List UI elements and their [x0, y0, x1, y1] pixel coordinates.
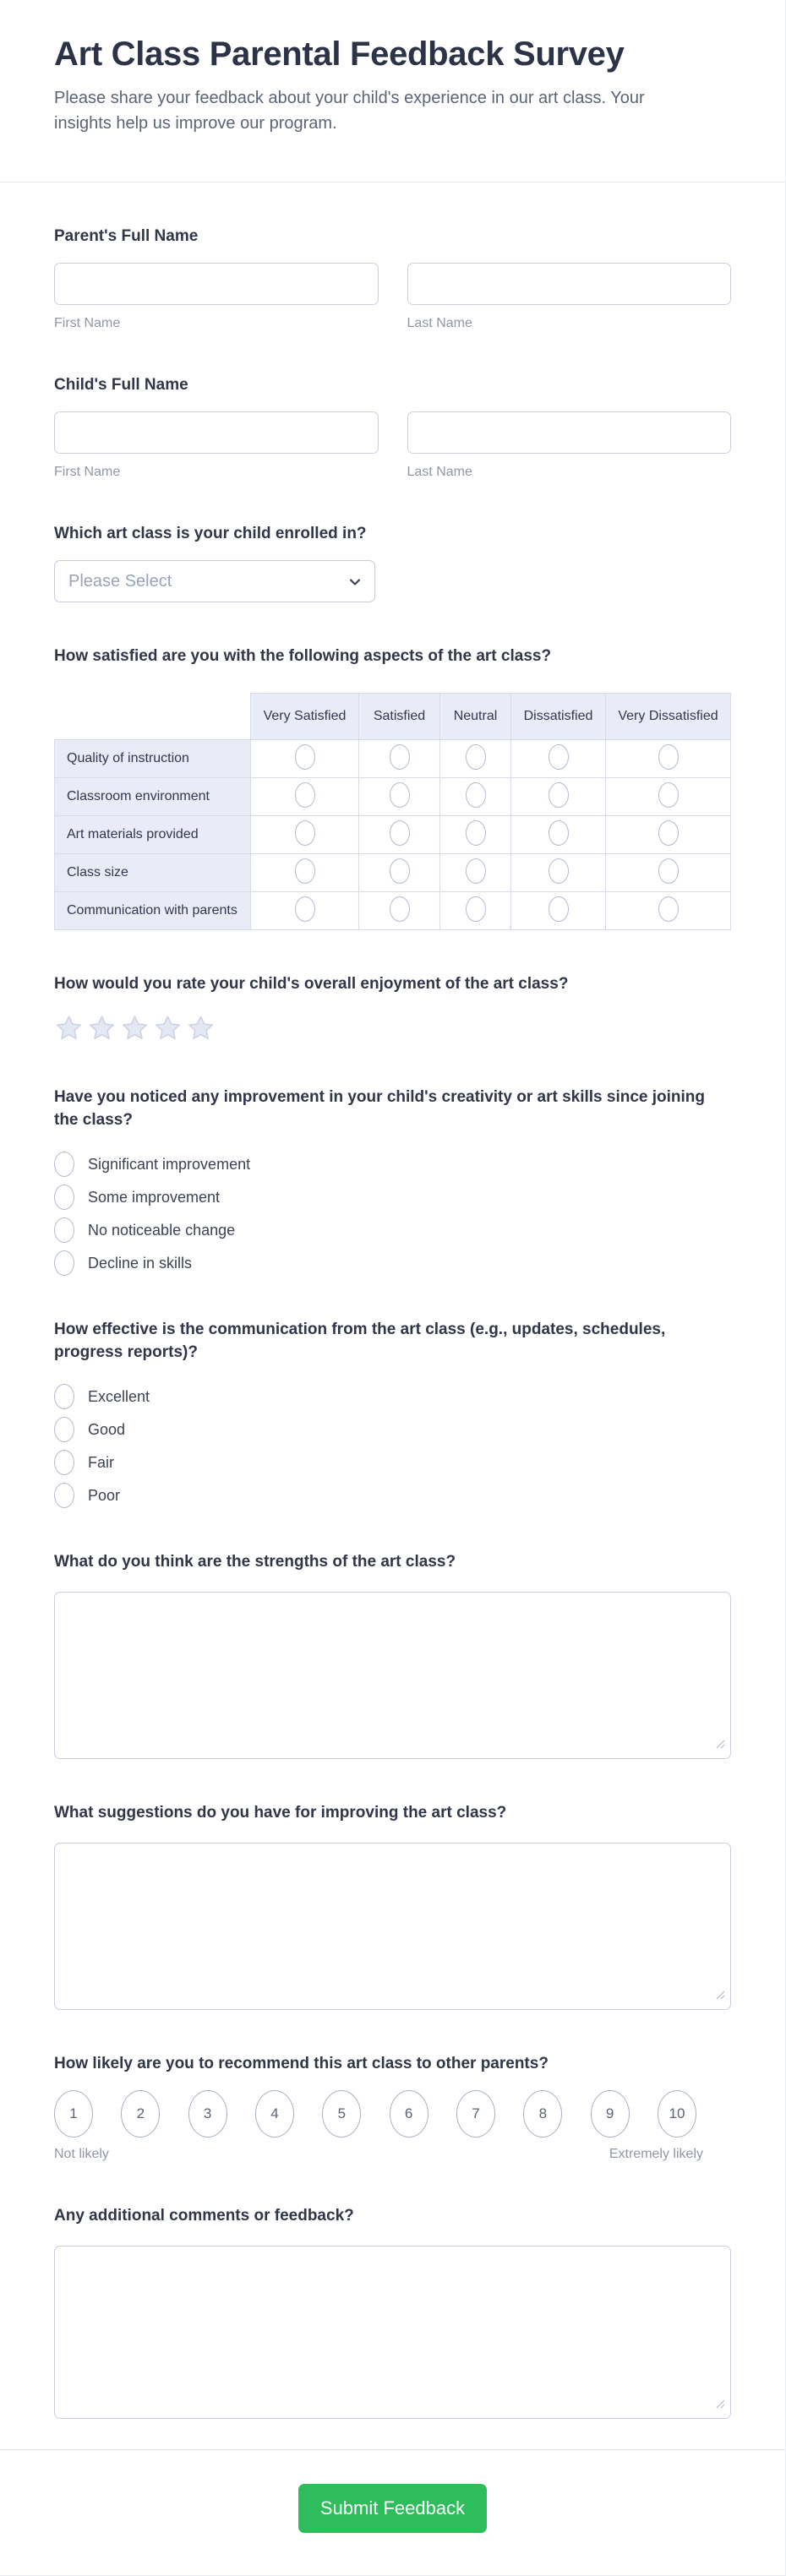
matrix-cell — [440, 740, 511, 778]
matrix-cell — [359, 778, 440, 816]
matrix-corner-cell — [55, 694, 251, 740]
radio-option-label: Some improvement — [88, 1188, 221, 1206]
form-header — [0, 0, 785, 182]
enrolled-class-label: Which art class is your child enrolled in? — [54, 525, 367, 542]
matrix-cell — [359, 854, 440, 892]
scale-min-label: Not likely — [54, 2147, 109, 2161]
scale-value-label: 10 — [669, 2105, 685, 2121]
scale-value-button[interactable] — [591, 2090, 630, 2138]
parent-first-name-input[interactable] — [54, 263, 379, 305]
radio-option[interactable] — [54, 1450, 731, 1475]
matrix-radio-button[interactable] — [549, 896, 569, 922]
star-icon — [153, 1033, 183, 1046]
matrix-column-header: Very Dissatisfied — [606, 694, 731, 740]
matrix-cell — [359, 892, 440, 930]
matrix-radio-button[interactable] — [295, 820, 315, 846]
matrix-row — [55, 778, 731, 816]
question-suggestions — [54, 1801, 731, 2010]
matrix-column-header: Very Satisfied — [251, 694, 359, 740]
matrix-cell — [359, 816, 440, 854]
matrix-radio-button[interactable] — [549, 744, 569, 770]
matrix-row — [55, 854, 731, 892]
scale-max-label: Extremely likely — [609, 2147, 703, 2161]
matrix-radio-button[interactable] — [295, 744, 315, 770]
star-icon — [87, 1033, 117, 1046]
scale-value-label: 5 — [337, 2105, 347, 2121]
radio-button-icon[interactable] — [54, 1450, 74, 1475]
chevron-down-icon — [347, 575, 363, 594]
radio-option-label: Excellent — [88, 1387, 150, 1405]
parent-last-name-sublabel: Last Name — [407, 316, 472, 330]
matrix-column-header: Satisfied — [359, 694, 440, 740]
communication-options — [54, 1384, 731, 1508]
matrix-cell — [251, 816, 359, 854]
scale-value-label: 7 — [472, 2105, 480, 2121]
matrix-radio-button[interactable] — [390, 896, 410, 922]
parent-first-name-sublabel: First Name — [54, 316, 121, 330]
suggestions-textarea[interactable] — [54, 1843, 731, 2010]
matrix-radio-button[interactable] — [549, 820, 569, 846]
matrix-radio-button[interactable] — [390, 820, 410, 846]
question-communication — [54, 1318, 731, 1508]
additional-comments-textarea[interactable] — [54, 2246, 731, 2419]
child-name-label: Child's Full Name — [54, 376, 188, 394]
star-icon — [54, 1033, 84, 1046]
form-body — [0, 225, 785, 2419]
matrix-radio-button[interactable] — [549, 782, 569, 808]
matrix-column-header: Neutral — [440, 694, 511, 740]
matrix-column-header: Dissatisfied — [511, 694, 606, 740]
scale-value-label: 6 — [404, 2105, 413, 2121]
parent-last-name-input[interactable] — [407, 263, 732, 305]
suggestions-label: What suggestions do you have for improving the art class? — [54, 1804, 507, 1822]
star-rating-button[interactable] — [186, 1014, 216, 1043]
scale-value-label: 1 — [69, 2105, 78, 2121]
radio-button-icon[interactable] — [54, 1417, 74, 1442]
matrix-cell — [251, 778, 359, 816]
matrix-cell — [440, 816, 511, 854]
child-first-name-sublabel: First Name — [54, 465, 121, 479]
radio-option[interactable] — [54, 1384, 731, 1409]
matrix-row-label: Class size — [55, 854, 251, 892]
additional-comments-label: Any additional comments or feedback? — [54, 2207, 354, 2225]
matrix-radio-button[interactable] — [466, 858, 486, 884]
matrix-radio-button[interactable] — [466, 744, 486, 770]
radio-option[interactable] — [54, 1217, 731, 1243]
matrix-cell — [440, 892, 511, 930]
radio-option-label: Decline in skills — [88, 1254, 193, 1272]
radio-option[interactable] — [54, 1152, 731, 1177]
radio-option-label: Good — [88, 1420, 126, 1438]
scale-value-label: 4 — [270, 2105, 279, 2121]
matrix-radio-button[interactable] — [295, 782, 315, 808]
question-satisfaction-matrix — [54, 645, 731, 930]
question-child-name — [54, 373, 731, 480]
scale-value-button[interactable] — [54, 2090, 93, 2138]
submit-row — [0, 2450, 785, 2575]
scale-value-button[interactable] — [523, 2090, 562, 2138]
star-rating — [54, 1014, 731, 1043]
matrix-radio-button[interactable] — [549, 858, 569, 884]
improvement-label: Have you noticed any improvement in your child's creativity or art skills since joining the class? — [54, 1088, 706, 1129]
matrix-row-label: Quality of instruction — [55, 740, 251, 778]
class-select[interactable] — [54, 560, 375, 602]
matrix-cell — [511, 816, 606, 854]
question-strengths — [54, 1550, 731, 1759]
radio-button-icon[interactable] — [54, 1152, 74, 1177]
matrix-radio-button[interactable] — [390, 744, 410, 770]
matrix-cell — [511, 892, 606, 930]
submit-button[interactable]: Submit Feedback — [298, 2484, 487, 2533]
scale-value-label: 8 — [538, 2105, 548, 2121]
enjoyment-label: How would you rate your child's overall enjoyment of the art class? — [54, 975, 569, 993]
matrix-row — [55, 740, 731, 778]
scale-value-button[interactable] — [456, 2090, 495, 2138]
scale-value-button[interactable] — [658, 2090, 696, 2138]
question-improvement — [54, 1086, 731, 1276]
star-rating-button[interactable] — [153, 1014, 183, 1043]
satisfaction-label: How satisfied are you with the following aspects of the art class? — [54, 647, 552, 665]
recommend-scale — [54, 2090, 696, 2138]
matrix-row-label: Communication with parents — [55, 892, 251, 930]
satisfaction-table — [54, 693, 731, 930]
child-first-name-input[interactable] — [54, 411, 379, 454]
matrix-radio-button[interactable] — [295, 896, 315, 922]
page-title: Art Class Parental Feedback Survey — [54, 35, 625, 73]
matrix-row — [55, 816, 731, 854]
matrix-cell — [251, 892, 359, 930]
scale-value-label: 9 — [605, 2105, 614, 2121]
radio-option[interactable] — [54, 1185, 731, 1210]
radio-button-icon[interactable] — [54, 1483, 74, 1508]
question-recommend — [54, 2052, 731, 2162]
radio-option[interactable] — [54, 1483, 731, 1508]
matrix-cell — [440, 778, 511, 816]
matrix-cell — [511, 740, 606, 778]
radio-option[interactable] — [54, 1250, 731, 1276]
star-rating-button[interactable] — [54, 1014, 84, 1043]
radio-option-label: Fair — [88, 1453, 114, 1471]
radio-button-icon[interactable] — [54, 1185, 74, 1210]
improvement-options — [54, 1152, 731, 1276]
star-icon — [186, 1033, 216, 1046]
radio-button-icon[interactable] — [54, 1217, 74, 1243]
matrix-row-label: Classroom environment — [55, 778, 251, 816]
scale-value-button[interactable] — [121, 2090, 160, 2138]
matrix-row — [55, 892, 731, 930]
child-last-name-sublabel: Last Name — [407, 465, 472, 479]
matrix-radio-button[interactable] — [658, 782, 679, 808]
class-select-placeholder: Please Select — [68, 571, 172, 591]
matrix-cell — [251, 854, 359, 892]
matrix-header-row — [55, 694, 731, 740]
scale-value-button[interactable] — [188, 2090, 227, 2138]
question-additional-comments — [54, 2204, 731, 2419]
matrix-radio-button[interactable] — [466, 782, 486, 808]
question-enrolled-class — [54, 522, 731, 602]
matrix-cell — [511, 778, 606, 816]
scale-value-button[interactable] — [255, 2090, 294, 2138]
matrix-row-label: Art materials provided — [55, 816, 251, 854]
recommend-scale-labels — [54, 2147, 703, 2162]
radio-option-label: Poor — [88, 1486, 121, 1504]
matrix-cell — [511, 854, 606, 892]
star-rating-button[interactable] — [87, 1014, 117, 1043]
page-subtitle: Please share your feedback about your child's experience in our art class. Your insights help us improve our program. — [54, 89, 645, 133]
recommend-label: How likely are you to recommend this art class to other parents? — [54, 2055, 549, 2072]
question-parent-name — [54, 225, 731, 331]
question-enjoyment — [54, 972, 731, 1043]
matrix-radio-button[interactable] — [466, 896, 486, 922]
scale-value-label: 3 — [203, 2105, 212, 2121]
strengths-textarea[interactable] — [54, 1592, 731, 1759]
star-rating-button[interactable] — [120, 1014, 150, 1043]
matrix-radio-button[interactable] — [658, 744, 679, 770]
child-last-name-input[interactable] — [407, 411, 732, 454]
matrix-radio-button[interactable] — [390, 858, 410, 884]
radio-option[interactable] — [54, 1417, 731, 1442]
matrix-cell — [359, 740, 440, 778]
radio-button-icon[interactable] — [54, 1384, 74, 1409]
matrix-radio-button[interactable] — [658, 820, 679, 846]
radio-option-label: Significant improvement — [88, 1155, 251, 1173]
strengths-label: What do you think are the strengths of the art class? — [54, 1553, 456, 1571]
matrix-cell — [440, 854, 511, 892]
scale-value-button[interactable] — [322, 2090, 361, 2138]
matrix-cell — [606, 892, 731, 930]
matrix-cell — [606, 740, 731, 778]
radio-option-label: No noticeable change — [88, 1221, 236, 1239]
communication-label: How effective is the communication from the art class (e.g., updates, schedules, progress reports)? — [54, 1321, 666, 1361]
scale-value-button[interactable] — [390, 2090, 428, 2138]
star-icon — [120, 1033, 150, 1046]
matrix-cell — [606, 854, 731, 892]
matrix-radio-button[interactable] — [295, 858, 315, 884]
radio-button-icon[interactable] — [54, 1250, 74, 1276]
scale-value-label: 2 — [136, 2105, 145, 2121]
matrix-radio-button[interactable] — [658, 896, 679, 922]
matrix-cell — [606, 778, 731, 816]
matrix-cell — [251, 740, 359, 778]
parent-name-label: Parent's Full Name — [54, 227, 199, 245]
matrix-cell — [606, 816, 731, 854]
matrix-radio-button[interactable] — [466, 820, 486, 846]
matrix-radio-button[interactable] — [390, 782, 410, 808]
matrix-radio-button[interactable] — [658, 858, 679, 884]
